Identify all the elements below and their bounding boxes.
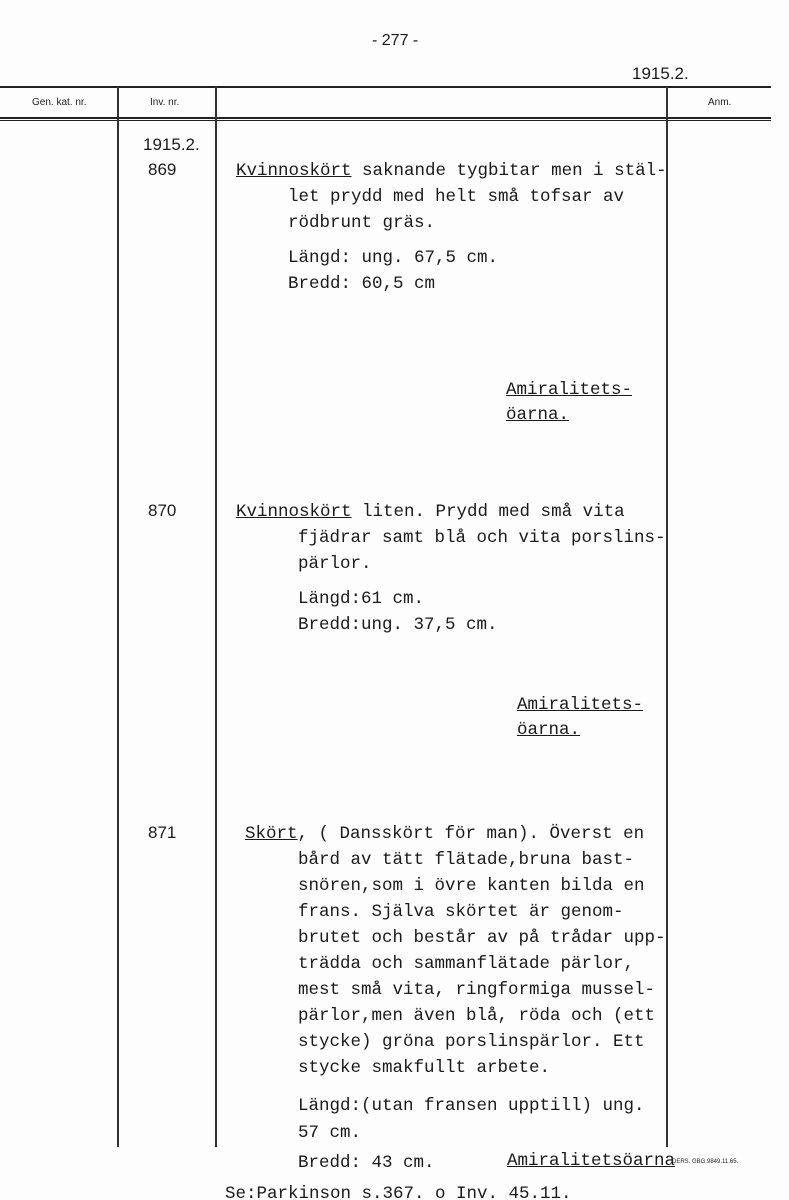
entry-measure: Bredd: 60,5 cm <box>288 274 436 294</box>
entry-text: mest små vita, ringformiga mussel- <box>298 980 656 1000</box>
entry-text: stycke) gröna porslinspärlor. Ett <box>298 1032 645 1052</box>
page-number: - 277 - <box>372 32 419 49</box>
column-divider <box>666 87 668 1147</box>
entry-measure: Längd:61 cm. <box>298 589 425 609</box>
entry-text: fjädrar samt blå och vita porslins- <box>298 528 666 548</box>
entry-title: Kvinnoskört <box>236 502 352 522</box>
entry-text: saknande tygbitar men i stäl- <box>351 161 667 181</box>
group-label: 1915.2. <box>143 135 200 154</box>
entry-text: frans. Själva skörtet är genom- <box>298 902 624 922</box>
inv-number: 869 <box>148 160 177 179</box>
entry-measure: Längd: ung. 67,5 cm. <box>288 248 499 268</box>
column-header-gen-kat-nr: Gen. kat. nr. <box>32 97 87 108</box>
column-header-inv-nr: Inv. nr. <box>150 97 180 108</box>
column-divider <box>117 87 119 1147</box>
entry-text: let prydd med helt små tofsar av <box>288 187 625 207</box>
entry-provenance: Amiralitets- <box>506 380 633 400</box>
inv-number: 871 <box>148 823 177 842</box>
entry-provenance: öarna. <box>517 720 581 740</box>
entry-text: trädda och sammanflätade pärlor, <box>298 954 635 974</box>
entry-measure: 57 cm. <box>298 1123 362 1143</box>
entry-text: snören,som i övre kanten bilda en <box>298 876 645 896</box>
entry-provenance: Amiralitetsöarna <box>507 1151 676 1171</box>
inv-number: 870 <box>148 501 177 520</box>
entry-measure: Längd:(utan fransen upptill) ung. <box>298 1096 645 1116</box>
entry-title: Kvinnoskört <box>236 161 352 181</box>
column-header-anm: Anm. <box>708 97 732 108</box>
entry-title: Skört <box>245 824 298 844</box>
table-top-rule <box>0 86 771 88</box>
entry-text: liten. Prydd med små vita <box>351 502 625 522</box>
entry-text: pärlor. <box>298 554 372 574</box>
table-header-rule-2 <box>0 120 771 121</box>
printer-mark: DERS. GBG.9849.11.65. <box>672 1159 739 1165</box>
table-header-rule <box>0 117 771 119</box>
reference-note: Se:Parkinson s.367. o Inv. 45.11. <box>225 1184 572 1200</box>
entry-text: rödbrunt gräs. <box>288 213 436 233</box>
entry-provenance: öarna. <box>506 405 570 425</box>
entry-measure: Bredd: 43 cm. <box>298 1153 435 1173</box>
entry-provenance: Amiralitets- <box>517 695 644 715</box>
entry-text: bård av tätt flätade,bruna bast- <box>298 850 635 870</box>
entry-text: pärlor,men även blå, röda och (ett <box>298 1006 656 1026</box>
column-divider <box>215 87 217 1147</box>
header-accession: 1915.2. <box>632 64 689 83</box>
entry-text: , ( Dansskört för man). Överst en <box>297 824 645 844</box>
entry-text: brutet och består av på trådar upp- <box>298 928 666 948</box>
entry-text: stycke smakfullt arbete. <box>298 1058 551 1078</box>
entry-measure: Bredd:ung. 37,5 cm. <box>298 615 498 635</box>
